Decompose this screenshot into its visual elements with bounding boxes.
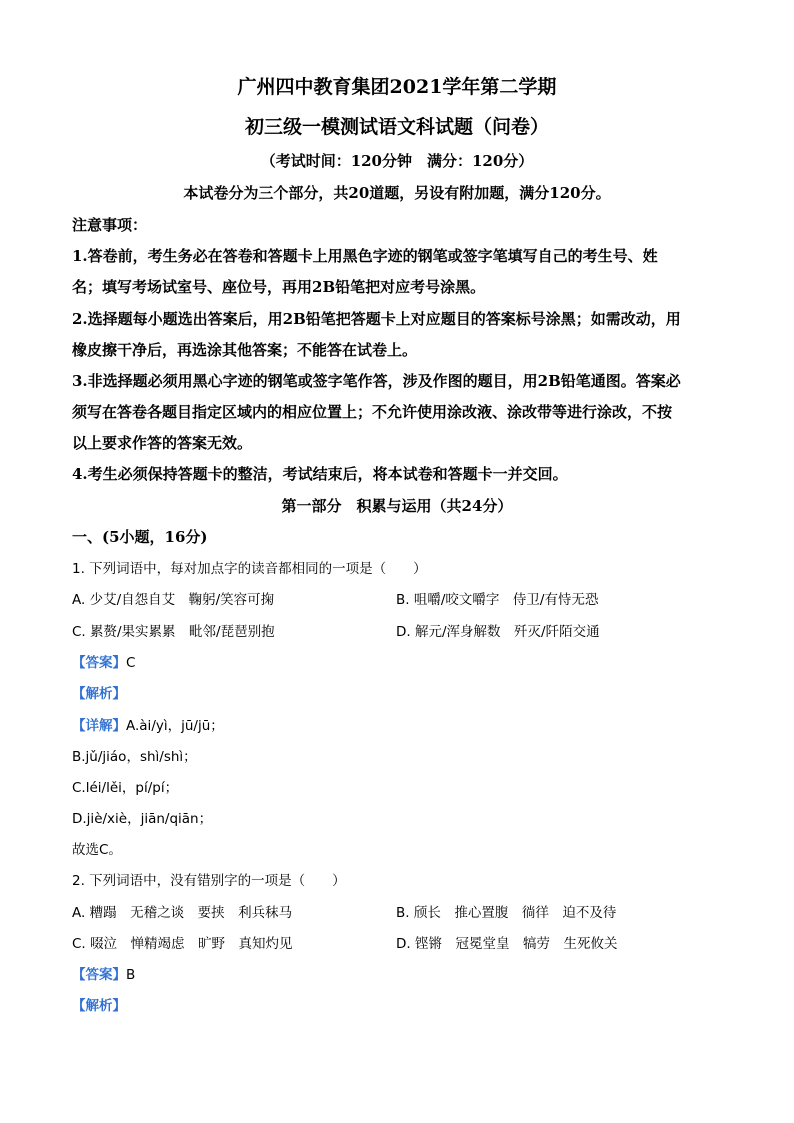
answer-tag: 答案 <box>85 655 113 671</box>
q2-option-a: A. 糟蹋 无稽之谈 要挟 利兵秣马 <box>72 905 293 921</box>
q2-answer <box>72 963 135 983</box>
answer-value: B <box>126 967 136 983</box>
detail-line: 故选C。 <box>72 842 122 858</box>
q1-option-a: A. 少艾/自怨自艾 鞠躬/笑容可掬 <box>72 592 275 608</box>
q1-analysis <box>72 682 126 702</box>
note-line: 4.考生必须保持答题卡的整洁，考试结束后，将本试卷和答题卡一并交回。 <box>72 465 568 483</box>
q2-analysis <box>72 994 126 1014</box>
note-line: 橡皮擦干净后，再选涂其他答案；不能答在试卷上。 <box>72 341 418 359</box>
note-line: 1.答卷前，考生务必在答卷和答题卡上用黑色字迹的钢笔或签字笔填写自己的考生号、姓 <box>72 247 658 265</box>
bracket-left-icon: 【 <box>72 967 86 983</box>
bracket-left-icon: 【 <box>72 998 86 1014</box>
bracket-left-icon: 【 <box>72 686 86 702</box>
detail-line: A.ài/yì，jū/jū； <box>126 718 224 734</box>
section-heading: 一、(5小题，16分) <box>72 528 208 546</box>
q1-stem: 1. 下列词语中，每对加点字的读音都相同的一项是（ ） <box>72 561 427 577</box>
q2-option-b: B. 颀长 推心置腹 徜徉 迫不及待 <box>396 905 617 921</box>
q2-option-c: C. 啜泣 惮精竭虑 旷野 真知灼见 <box>72 936 293 952</box>
detail-tag: 详解 <box>85 718 113 734</box>
note-line: 须写在答卷各题目指定区域内的相应位置上；不允许使用涂改液、涂改带等进行涂改，不按 <box>72 403 673 421</box>
bracket-right-icon: 】 <box>112 686 126 702</box>
detail-line: D.jiè/xiè，jiān/qiān； <box>72 811 213 827</box>
bracket-right-icon: 】 <box>112 655 126 671</box>
exam-overview: 本试卷分为三个部分，共20道题，另设有附加题，满分120分。 <box>183 184 611 202</box>
bracket-right-icon: 】 <box>112 998 126 1014</box>
bracket-right-icon: 】 <box>112 718 126 734</box>
bracket-left-icon: 【 <box>72 655 86 671</box>
exam-title: 初三级一模测试语文科试题（问卷） <box>244 116 549 138</box>
q1-answer <box>72 651 135 671</box>
school-title: 广州四中教育集团2021学年第二学期 <box>237 76 557 98</box>
answer-tag: 答案 <box>85 967 113 983</box>
analysis-tag: 解析 <box>85 686 113 702</box>
note-line: 以上要求作答的答案无效。 <box>72 434 253 452</box>
notes-heading: 注意事项： <box>72 216 148 234</box>
note-line: 2.选择题每小题选出答案后，用2B铅笔把答题卡上对应题目的答案标号涂黑；如需改动，用 <box>72 310 681 328</box>
bracket-right-icon: 】 <box>112 967 126 983</box>
note-line: 名；填写考场试室号、座位号，再用2B铅笔把对应考号涂黑。 <box>72 278 486 296</box>
exam-info: （考试时间：120分钟 满分：120分） <box>260 152 534 170</box>
detail-line: C.léi/lěi，pí/pí； <box>72 780 179 796</box>
q1-option-b: B. 咀嚼/咬文嚼字 侍卫/有恃无恐 <box>396 592 599 608</box>
answer-value: C <box>126 655 136 671</box>
detail-line: B.jǔ/jiáo，shì/shì； <box>72 749 197 765</box>
note-line: 3.非选择题必须用黑心字迹的钢笔或签字笔作答，涉及作图的题目，用2B铅笔通图。答案必 <box>72 372 681 390</box>
part1-title: 第一部分 积累与运用（共24分） <box>281 497 513 515</box>
bracket-left-icon: 【 <box>72 718 86 734</box>
q1-option-d: D. 解元/浑身解数 歼灭/阡陌交通 <box>396 624 600 640</box>
q1-option-c: C. 累赘/果实累累 毗邻/琵琶别抱 <box>72 624 275 640</box>
analysis-tag: 解析 <box>85 998 113 1014</box>
q2-stem: 2. 下列词语中，没有错别字的一项是（ ） <box>72 873 346 889</box>
q2-option-d: D. 铿锵 冠冕堂皇 犒劳 生死攸关 <box>396 936 618 952</box>
q1-detail <box>72 714 224 734</box>
